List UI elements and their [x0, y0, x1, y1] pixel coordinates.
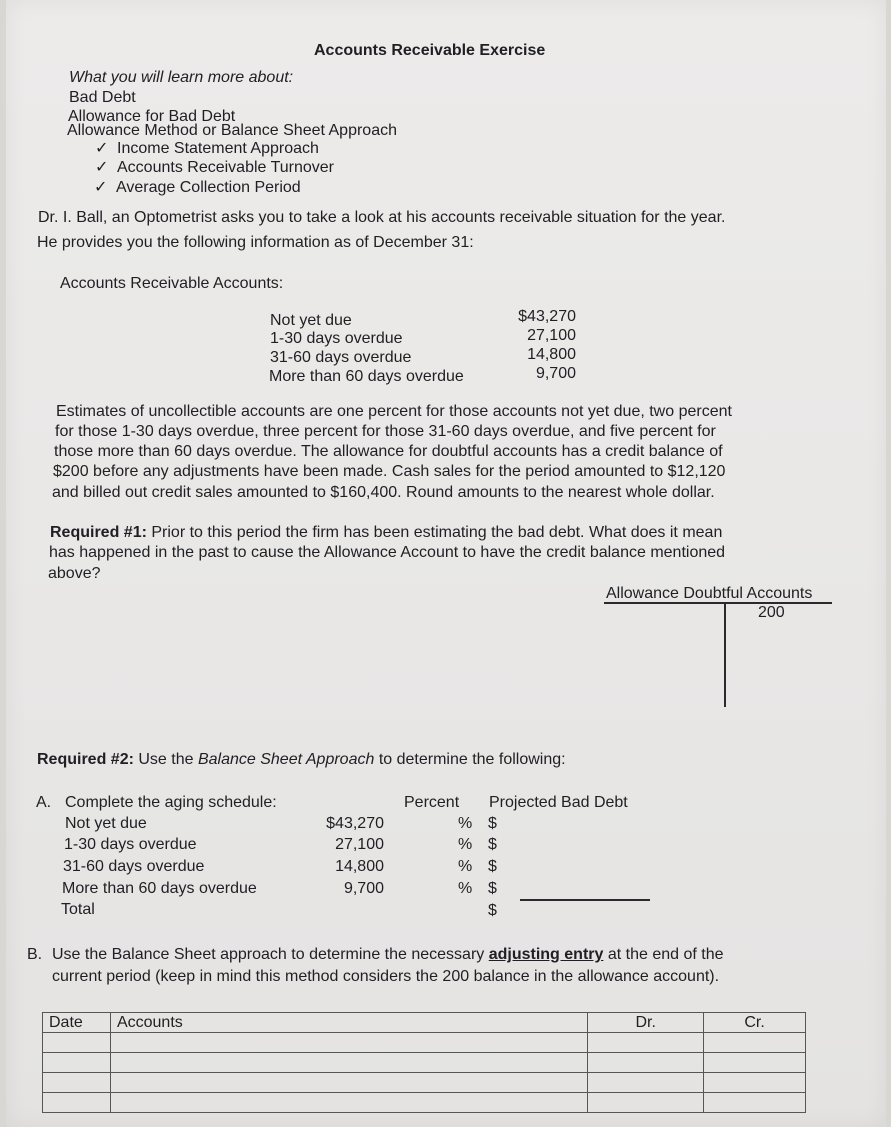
required-1-line: has happened in the past to cause the Allowance Account to have the credit balance mentioned: [49, 544, 726, 561]
journal-row: [43, 1093, 806, 1113]
learn-checked-item: [95, 139, 319, 159]
aging-sum-line: [520, 899, 650, 901]
journal-cell-dr[interactable]: [588, 1073, 704, 1093]
journal-row: [43, 1073, 806, 1093]
estimates-line: those more than 60 days overdue. The allowance for doubtful accounts has a credit balance of: [54, 443, 723, 460]
part-b-emphasis: adjusting entry: [488, 946, 604, 963]
journal-cell-accounts[interactable]: [110, 1093, 587, 1113]
journal-entry-table: [42, 1012, 806, 1113]
ar-heading: Accounts Receivable Accounts:: [60, 275, 284, 292]
aging-percent-input[interactable]: %: [458, 836, 473, 853]
aging-total-label: Total: [61, 901, 95, 918]
journal-cell-cr[interactable]: [704, 1033, 806, 1053]
journal-cell-date[interactable]: [43, 1093, 111, 1113]
aging-amount: 14,800: [335, 858, 384, 875]
required-2-line: [37, 750, 566, 770]
journal-cell-accounts[interactable]: [110, 1053, 587, 1073]
aging-item-marker: A.: [36, 794, 52, 811]
aging-projected-input[interactable]: $: [488, 880, 497, 897]
aging-total-input[interactable]: $: [488, 902, 497, 919]
aging-projected-input[interactable]: $: [488, 836, 497, 853]
aging-percent-input[interactable]: %: [458, 880, 473, 897]
estimates-line: Estimates of uncollectible accounts are one percent for those accounts not yet due, two percent: [56, 403, 732, 420]
aging-label: Not yet due: [65, 815, 147, 832]
part-b-text: Use the Balance Sheet approach to determine the necessary: [52, 946, 489, 963]
aging-label: 31-60 days overdue: [63, 858, 205, 875]
ar-label: More than 60 days overdue: [269, 368, 464, 385]
aging-percent-input[interactable]: %: [458, 815, 473, 832]
aging-percent-input[interactable]: %: [458, 858, 473, 875]
ar-label: 31-60 days overdue: [270, 349, 412, 366]
learn-item: Allowance for Bad Debt: [68, 108, 236, 125]
learn-checked-item: [95, 158, 334, 178]
aging-label: 1-30 days overdue: [64, 836, 197, 853]
journal-cell-dr[interactable]: [588, 1053, 704, 1073]
checkmark-icon: ✓: [95, 140, 109, 157]
learn-item: Bad Debt: [69, 89, 136, 106]
aging-amount: $43,270: [326, 815, 384, 832]
intro-line: Dr. I. Ball, an Optometrist asks you to take a look at his accounts receivable situation for the year.: [38, 209, 726, 226]
checked-item-label: Average Collection Period: [116, 179, 301, 196]
required-1-line: [50, 523, 722, 543]
part-b-marker: B.: [27, 946, 43, 963]
aging-amount: 27,100: [335, 836, 384, 853]
intro-line: He provides you the following information as of December 31:: [37, 234, 474, 251]
ar-label: Not yet due: [270, 312, 352, 329]
learn-checked-item: [94, 178, 301, 198]
ar-amount: $43,270: [518, 308, 576, 325]
required-2-label: Required #2:: [37, 751, 134, 768]
journal-row: [43, 1053, 806, 1073]
journal-cell-dr[interactable]: [588, 1093, 704, 1113]
t-account-top-line: [604, 602, 832, 604]
journal-cell-dr[interactable]: [588, 1033, 704, 1053]
aging-label: More than 60 days overdue: [62, 880, 257, 897]
journal-row: [43, 1033, 806, 1053]
journal-header-cr: Cr.: [704, 1013, 806, 1033]
required-2-emphasis: Balance Sheet Approach: [197, 751, 375, 768]
journal-header-accounts: Accounts: [110, 1013, 587, 1033]
t-account-vertical-line: [724, 603, 726, 707]
t-account-title: Allowance Doubtful Accounts: [606, 585, 813, 602]
journal-cell-accounts[interactable]: [110, 1033, 587, 1053]
journal-cell-cr[interactable]: [704, 1093, 806, 1113]
learn-item: Allowance Method or Balance Sheet Approach: [67, 122, 397, 139]
checked-item-label: Income Statement Approach: [117, 140, 319, 157]
journal-cell-cr[interactable]: [704, 1053, 806, 1073]
aging-projected-input[interactable]: $: [488, 815, 497, 832]
worksheet-page: [6, 0, 886, 1127]
required-1-label: Required #1:: [50, 524, 147, 541]
aging-col-percent: Percent: [404, 794, 460, 811]
ar-amount: 27,100: [527, 327, 576, 344]
journal-header-dr: Dr.: [588, 1013, 704, 1033]
ar-amount: 14,800: [527, 346, 576, 363]
journal-header-date: Date: [43, 1013, 111, 1033]
part-b-text: at the end of the: [603, 946, 724, 963]
part-b-line: [52, 945, 724, 965]
journal-cell-accounts[interactable]: [110, 1073, 587, 1093]
learn-heading: What you will learn more about:: [69, 69, 294, 86]
part-b-line: current period (keep in mind this method considers the 200 balance in the allowance account).: [52, 968, 720, 985]
estimates-line: $200 before any adjustments have been made. Cash sales for the period amounted to $12,120: [53, 463, 726, 480]
estimates-line: and billed out credit sales amounted to $160,400. Round amounts to the nearest whole dollar.: [52, 484, 715, 501]
checked-item-label: Accounts Receivable Turnover: [117, 159, 334, 176]
aging-heading: Complete the aging schedule:: [65, 794, 277, 811]
aging-col-projected: Projected Bad Debt: [489, 794, 628, 811]
journal-cell-cr[interactable]: [704, 1073, 806, 1093]
ar-amount: 9,700: [535, 365, 576, 382]
journal-cell-date[interactable]: [43, 1033, 111, 1053]
required-1-line: above?: [48, 565, 101, 582]
estimates-line: for those 1-30 days overdue, three percent for those 31-60 days overdue, and five percent for: [55, 423, 716, 440]
aging-amount: 9,700: [343, 880, 384, 897]
page-title: Accounts Receivable Exercise: [314, 42, 546, 59]
required-1-text: Prior to this period the firm has been estimating the bad debt. What does it mean: [146, 524, 723, 541]
journal-cell-date[interactable]: [43, 1073, 111, 1093]
aging-projected-input[interactable]: $: [488, 858, 497, 875]
checkmark-icon: ✓: [95, 159, 109, 176]
required-2-text: to determine the following:: [374, 751, 566, 768]
checkmark-icon: ✓: [94, 179, 108, 196]
ar-label: 1-30 days overdue: [270, 330, 403, 347]
journal-header-row: [43, 1013, 806, 1033]
t-account-credit: 200: [758, 604, 785, 621]
journal-cell-date[interactable]: [43, 1053, 111, 1073]
required-2-text: Use the: [133, 751, 198, 768]
